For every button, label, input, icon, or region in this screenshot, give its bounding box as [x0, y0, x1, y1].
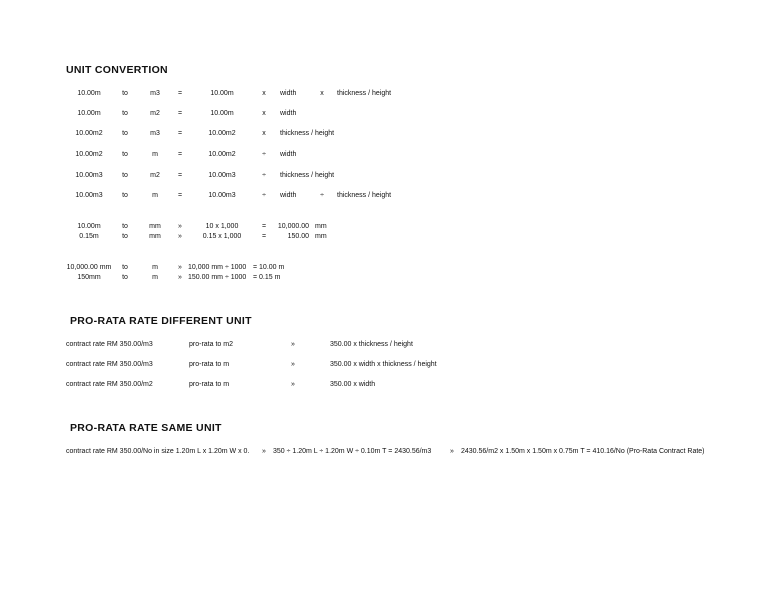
conv-equals-sign: = — [177, 90, 183, 97]
conv-operator-1: x — [262, 110, 266, 117]
conv-to-unit: m3 — [150, 130, 160, 137]
conv-operator-1: x — [262, 130, 266, 137]
conv-result-value: 10.00m3 — [208, 172, 236, 179]
conv-from-value: 10.00m3 — [75, 172, 103, 179]
conv-to-unit: m2 — [150, 172, 160, 179]
conv-to-unit: m2 — [150, 110, 160, 117]
conv-from-value: 10.00m3 — [75, 192, 103, 199]
conv-dimension-1: thickness / height — [280, 172, 335, 179]
m-arrow: » — [178, 264, 182, 271]
conv-to-label: to — [122, 172, 128, 179]
conv-dimension-1: width — [280, 151, 297, 158]
m-to-label: to — [122, 264, 128, 271]
same-formula-2: 2430.56/m2 x 1.50m x 1.50m x 0.75m T = 410.16/No (Pro-Rata Contract Rate) — [461, 448, 705, 455]
diff-pro-rata-target: pro-rata to m — [189, 361, 230, 368]
conv-equals-sign: = — [177, 172, 183, 179]
conv-from-value: 10.00m2 — [75, 151, 103, 158]
conv-equals-sign: = — [177, 110, 183, 117]
m-formula: 10,000 mm ÷ 1000 — [188, 264, 247, 271]
conv-dimension-2: thickness / height — [337, 90, 392, 97]
conv-operator-1: ÷ — [262, 151, 266, 158]
conv-dimension-1: width — [280, 192, 297, 199]
m-from-value: 150mm — [77, 274, 101, 281]
pro-rata-same-title: PRO-RATA RATE SAME UNIT — [70, 422, 222, 434]
conv-result-value: 10.00m2 — [208, 151, 236, 158]
diff-arrow: » — [291, 341, 295, 348]
diff-formula: 350.00 x thickness / height — [330, 341, 413, 348]
conv-to-unit: m3 — [150, 90, 160, 97]
conv-to-unit: m — [152, 192, 158, 199]
diff-arrow: » — [291, 361, 295, 368]
conv-equals-sign: = — [177, 130, 183, 137]
mm-result-unit: mm — [315, 223, 327, 230]
conv-to-label: to — [122, 192, 128, 199]
diff-pro-rata-target: pro-rata to m — [189, 381, 230, 388]
diff-formula: 350.00 x width x thickness / height — [330, 361, 437, 368]
mm-to-label: to — [122, 233, 128, 240]
m-to-unit: m — [152, 264, 158, 271]
conv-result-value: 10.00m — [210, 90, 234, 97]
same-contract-rate: contract rate RM 350.00/No in size 1.20m L x 1.20m W x 0. — [66, 448, 250, 455]
mm-equals-sign: = — [261, 223, 267, 230]
diff-pro-rata-target: pro-rata to m2 — [189, 341, 233, 348]
conv-to-label: to — [122, 130, 128, 137]
same-arrow-1: » — [262, 448, 266, 455]
mm-result: 150.00 — [287, 233, 309, 240]
mm-result: 10,000.00 — [277, 223, 309, 230]
m-arrow: » — [178, 274, 182, 281]
conv-dimension-1: width — [280, 90, 297, 97]
conv-operator-2: ÷ — [320, 192, 324, 199]
conv-result-value: 10.00m2 — [208, 130, 236, 137]
conv-to-label: to — [122, 151, 128, 158]
conv-result-value: 10.00m — [210, 110, 234, 117]
mm-formula: 10 x 1,000 — [205, 223, 239, 230]
conv-dimension-2: thickness / height — [337, 192, 392, 199]
conv-equals-sign: = — [177, 151, 183, 158]
m-result: = 10.00 m — [253, 264, 285, 271]
m-formula: 150.00 mm ÷ 1000 — [188, 274, 247, 281]
conv-from-value: 10.00m2 — [75, 130, 103, 137]
same-formula-1: 350 ÷ 1.20m L ÷ 1.20m W ÷ 0.10m T = 2430.56/m3 — [273, 448, 432, 455]
diff-formula: 350.00 x width — [330, 381, 376, 388]
unit-convertion-title: UNIT CONVERTION — [66, 64, 168, 76]
mm-to-label: to — [122, 223, 128, 230]
mm-formula: 0.15 x 1,000 — [202, 233, 242, 240]
diff-contract-rate: contract rate RM 350.00/m3 — [66, 341, 153, 348]
mm-from-value: 0.15m — [79, 233, 99, 240]
diff-contract-rate: contract rate RM 350.00/m3 — [66, 361, 153, 368]
conv-dimension-1: width — [280, 110, 297, 117]
conv-dimension-1: thickness / height — [280, 130, 335, 137]
mm-result-unit: mm — [315, 233, 327, 240]
diff-contract-rate: contract rate RM 350.00/m2 — [66, 381, 153, 388]
conv-from-value: 10.00m — [77, 90, 101, 97]
conv-operator-1: ÷ — [262, 192, 266, 199]
m-from-value: 10,000.00 mm — [66, 264, 112, 271]
mm-arrow: » — [178, 223, 182, 230]
m-to-label: to — [122, 274, 128, 281]
conv-to-label: to — [122, 110, 128, 117]
m-to-unit: m — [152, 274, 158, 281]
conv-equals-sign: = — [177, 192, 183, 199]
conv-operator-2: x — [320, 90, 324, 97]
mm-equals-sign: = — [261, 233, 267, 240]
conv-to-label: to — [122, 90, 128, 97]
conv-from-value: 10.00m — [77, 110, 101, 117]
mm-arrow: » — [178, 233, 182, 240]
mm-from-value: 10.00m — [77, 223, 101, 230]
mm-to-unit: mm — [149, 223, 161, 230]
conv-operator-1: ÷ — [262, 172, 266, 179]
conv-to-unit: m — [152, 151, 158, 158]
diff-arrow: » — [291, 381, 295, 388]
pro-rata-different-title: PRO-RATA RATE DIFFERENT UNIT — [70, 315, 252, 327]
conv-operator-1: x — [262, 90, 266, 97]
conv-result-value: 10.00m3 — [208, 192, 236, 199]
same-arrow-2: » — [450, 448, 454, 455]
mm-to-unit: mm — [149, 233, 161, 240]
m-result: = 0.15 m — [253, 274, 281, 281]
